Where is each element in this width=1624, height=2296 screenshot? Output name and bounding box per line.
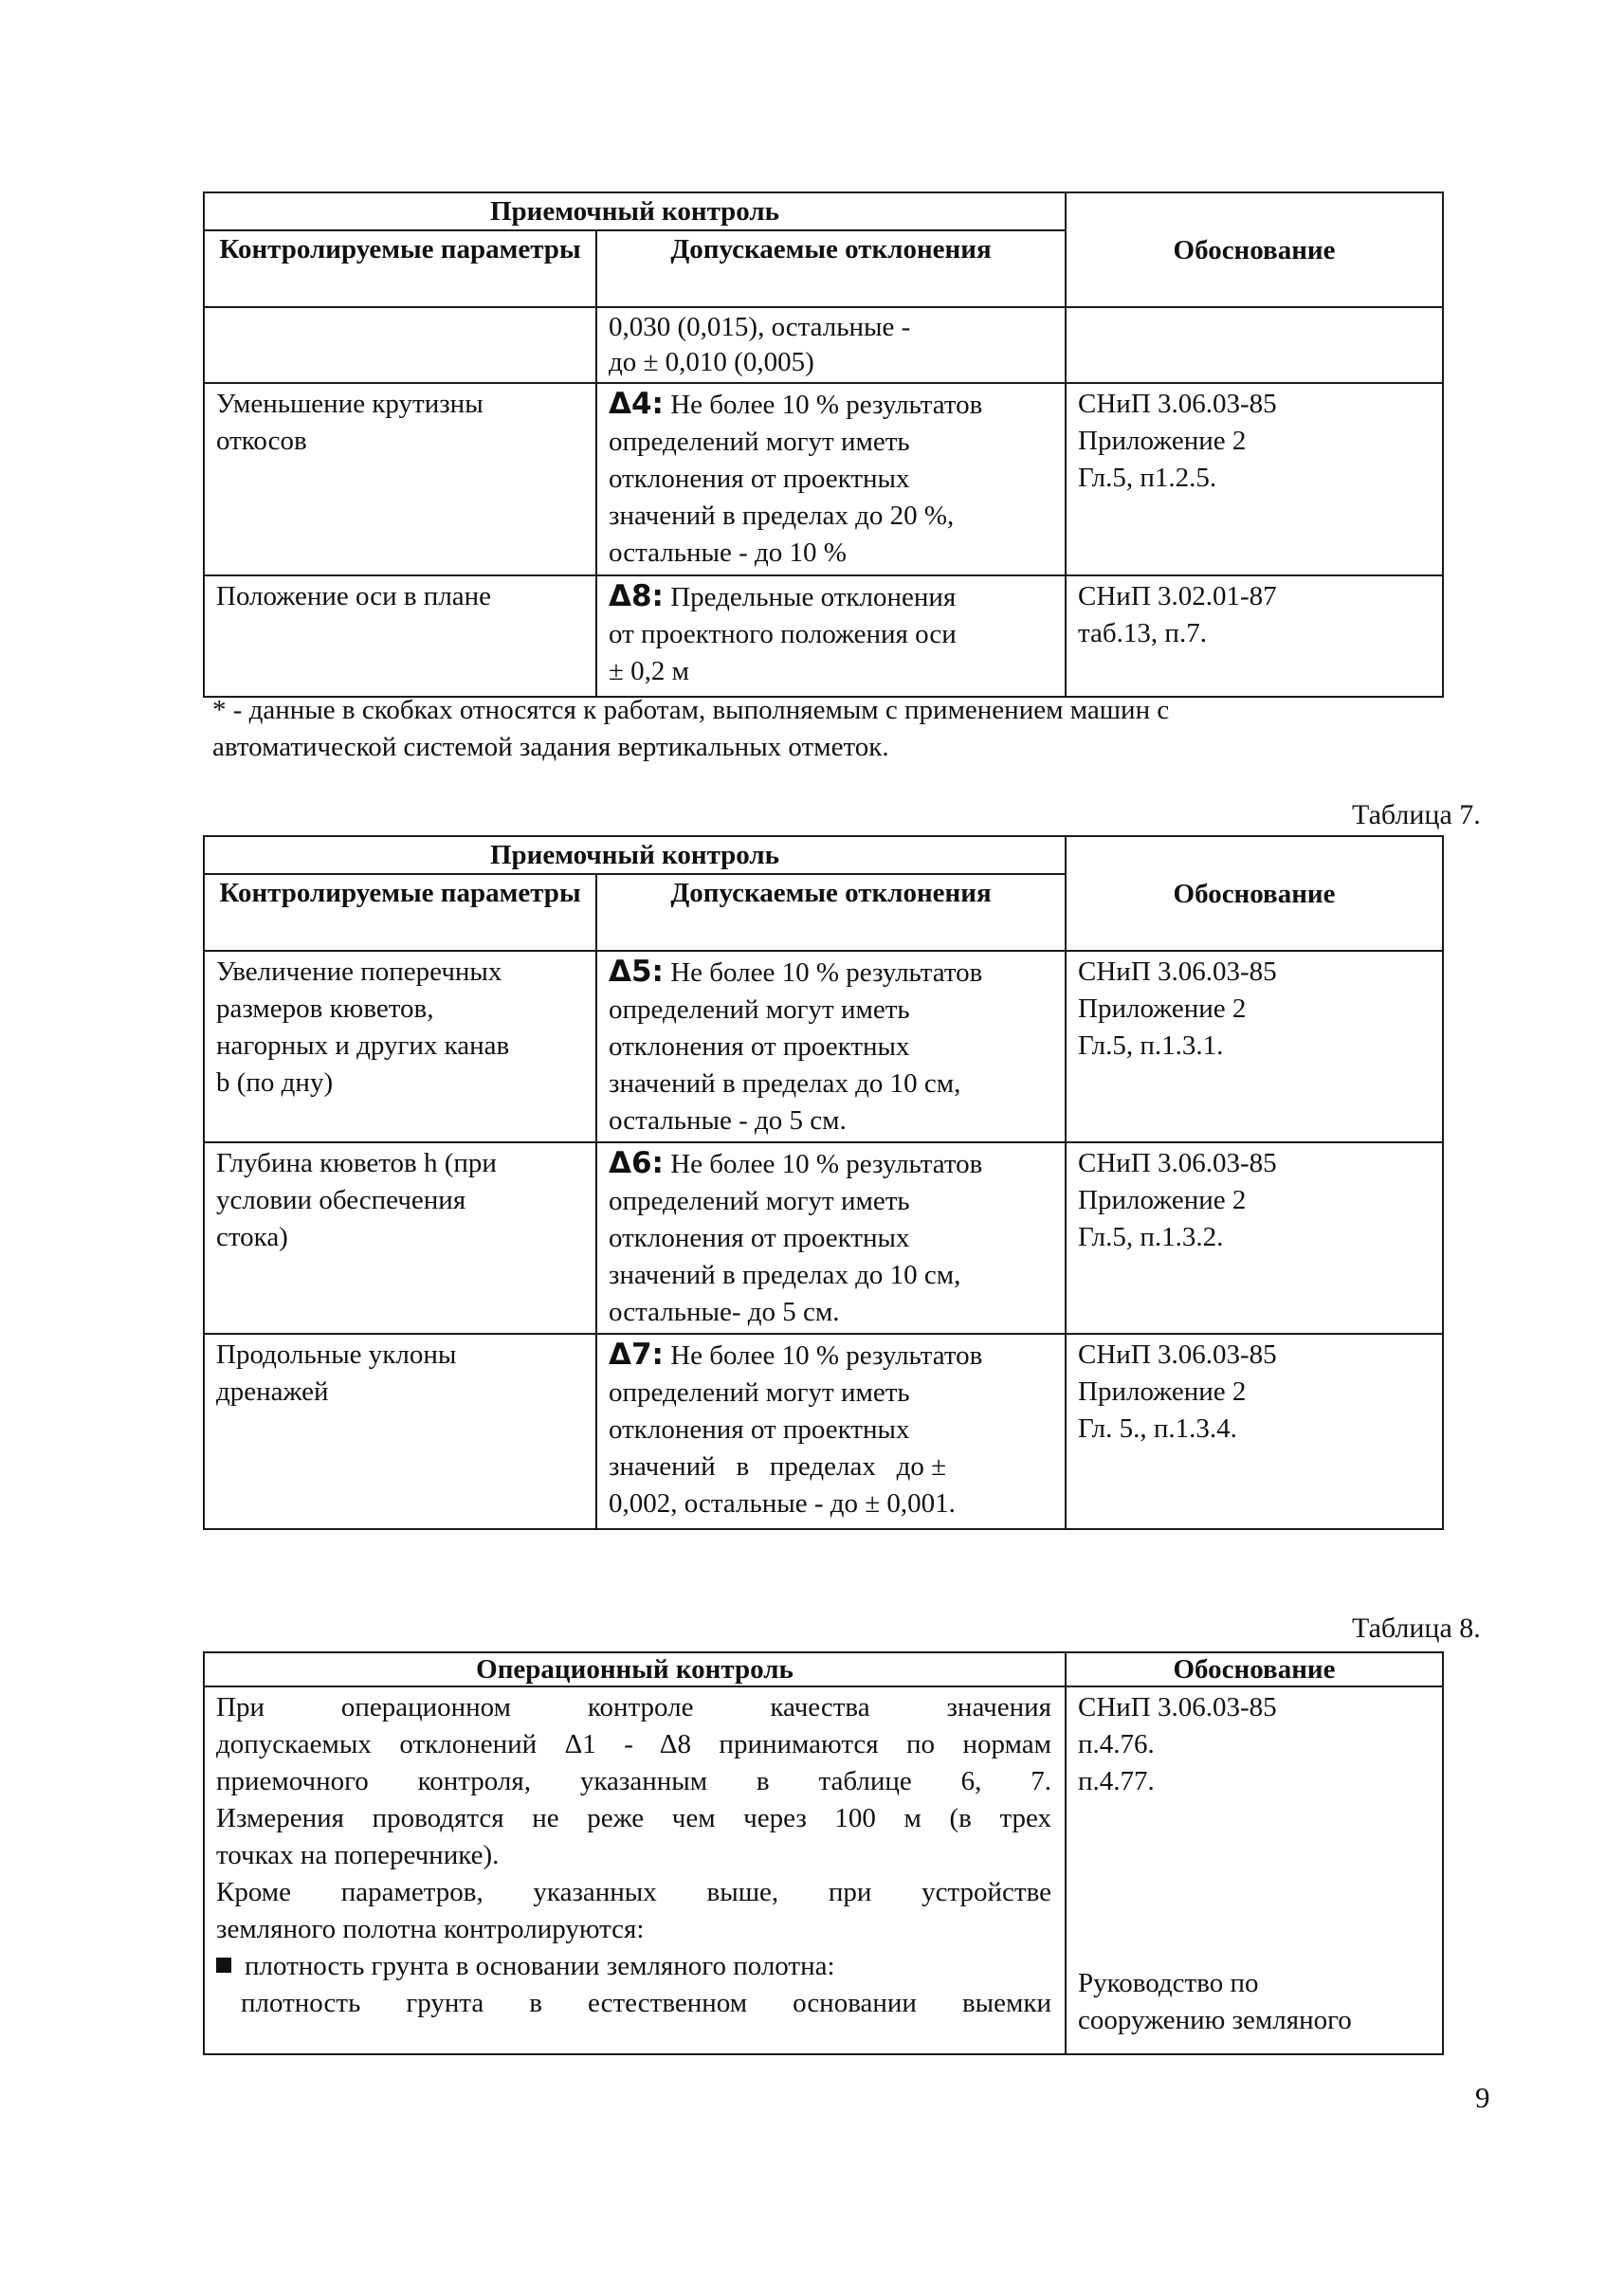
basis-cell: СНиП 3.02.01-87 таб.13, п.7. — [1066, 575, 1443, 697]
deviation-column-header: Допускаемые отклонения — [596, 230, 1066, 307]
deviation-cell: 0,030 (0,015), остальные - до ± 0,010 (0,005) — [596, 307, 1066, 383]
table-row — [204, 951, 1443, 1142]
operational-control-text: При операционном контроле качества значения допускаемых отклонений Δ1 - Δ8 принимаются по нормам приемочного контроля, указанным в таблице 6, 7. Измерения проводятся не реже чем через 100 м (в трех точках на поперечнике). Кроме параметров, указанных выше, при устройстве земляного полотна контролируются: плотность грунта в основании земляного полотна: плотность грунта в естественном основании выемки — [204, 1686, 1066, 2054]
deviation-column-header: Допускаемые отклонения — [596, 874, 1066, 951]
footnote-line: * - данные в скобках относятся к работам, выполняемым с применением машин с — [212, 695, 1170, 725]
delta-symbol: Δ5: — [609, 955, 664, 989]
table-row — [204, 1334, 1443, 1529]
basis-cell: СНиП 3.06.03-85 Приложение 2 Гл.5, п.1.3.1. — [1066, 951, 1443, 1142]
params-column-header: Контролируемые параметры — [204, 230, 596, 307]
basis-column-header: Обоснование — [1066, 836, 1443, 951]
table-row — [204, 1142, 1443, 1334]
deviation-cell: Δ7: Не более 10 % результатов определений могут иметь отклонения от проектных значений в пределах до ± 0,002, остальные - до ± 0,001. — [596, 1334, 1066, 1529]
delta-symbol: Δ6: — [609, 1146, 664, 1180]
basis-cell: СНиП 3.06.03-85 Приложение 2 Гл.5, п.1.3.2. — [1066, 1142, 1443, 1334]
table-row — [204, 575, 1443, 697]
square-bullet-icon — [216, 1958, 231, 1973]
operational-control-header: Операционный контроль — [204, 1652, 1066, 1686]
footnote — [212, 692, 1445, 766]
basis-cell: СНиП 3.06.03-85 Приложение 2 Гл.5, п1.2.5. — [1066, 383, 1443, 575]
acceptance-control-header: Приемочный контроль — [204, 836, 1066, 874]
delta-symbol: Δ7: — [609, 1338, 664, 1372]
param-cell: Продольные уклоны дренажей — [204, 1334, 596, 1529]
params-column-header: Контролируемые параметры — [204, 874, 596, 951]
table-8 — [203, 1651, 1444, 2055]
param-cell: Увеличение поперечных размеров кюветов, нагорных и других канав b (по дну) — [204, 951, 596, 1142]
basis-column-header: Обоснование — [1066, 192, 1443, 307]
param-cell: Глубина кюветов h (при условии обеспечения стока) — [204, 1142, 596, 1334]
basis-cell: СНиП 3.06.03-85 п.4.76. п.4.77. Руководство по сооружению земляного — [1066, 1686, 1443, 2054]
table-7-caption: Таблица 7. — [1352, 799, 1481, 830]
basis-column-header: Обоснование — [1066, 1652, 1443, 1686]
basis-cell: СНиП 3.06.03-85 Приложение 2 Гл. 5., п.1.3.4. — [1066, 1334, 1443, 1529]
param-cell: Уменьшение крутизны откосов — [204, 383, 596, 575]
table-row — [204, 1686, 1443, 2054]
basis-cell — [1066, 307, 1443, 383]
acceptance-control-header: Приемочный контроль — [204, 192, 1066, 230]
deviation-cell: Δ6: Не более 10 % результатов определений могут иметь отклонения от проектных значений в пределах до 10 см, остальные- до 5 см. — [596, 1142, 1066, 1334]
delta-symbol: Δ4: — [609, 387, 664, 421]
table-row — [204, 383, 1443, 575]
page-number: 9 — [1475, 2081, 1490, 2114]
param-cell: Положение оси в плане — [204, 575, 596, 697]
footnote-line: автоматической системой задания вертикальных отметок. — [212, 732, 889, 762]
param-cell — [204, 307, 596, 383]
deviation-cell: Δ8: Предельные отклонения от проектного положения оси ± 0,2 м — [596, 575, 1066, 697]
table-8-caption: Таблица 8. — [1352, 1613, 1481, 1644]
density-bullet-item: плотность грунта в основании земляного полотна: — [216, 1948, 1051, 1985]
delta-symbol: Δ8: — [609, 579, 664, 613]
deviation-cell: Δ4: Не более 10 % результатов определений могут иметь отклонения от проектных значений в пределах до 20 %, остальные - до 10 % — [596, 383, 1066, 575]
table-row — [204, 307, 1443, 383]
deviation-cell: Δ5: Не более 10 % результатов определений могут иметь отклонения от проектных значений в пределах до 10 см, остальные - до 5 см. — [596, 951, 1066, 1142]
table-7 — [203, 835, 1444, 1530]
table-6-continued — [203, 191, 1444, 698]
